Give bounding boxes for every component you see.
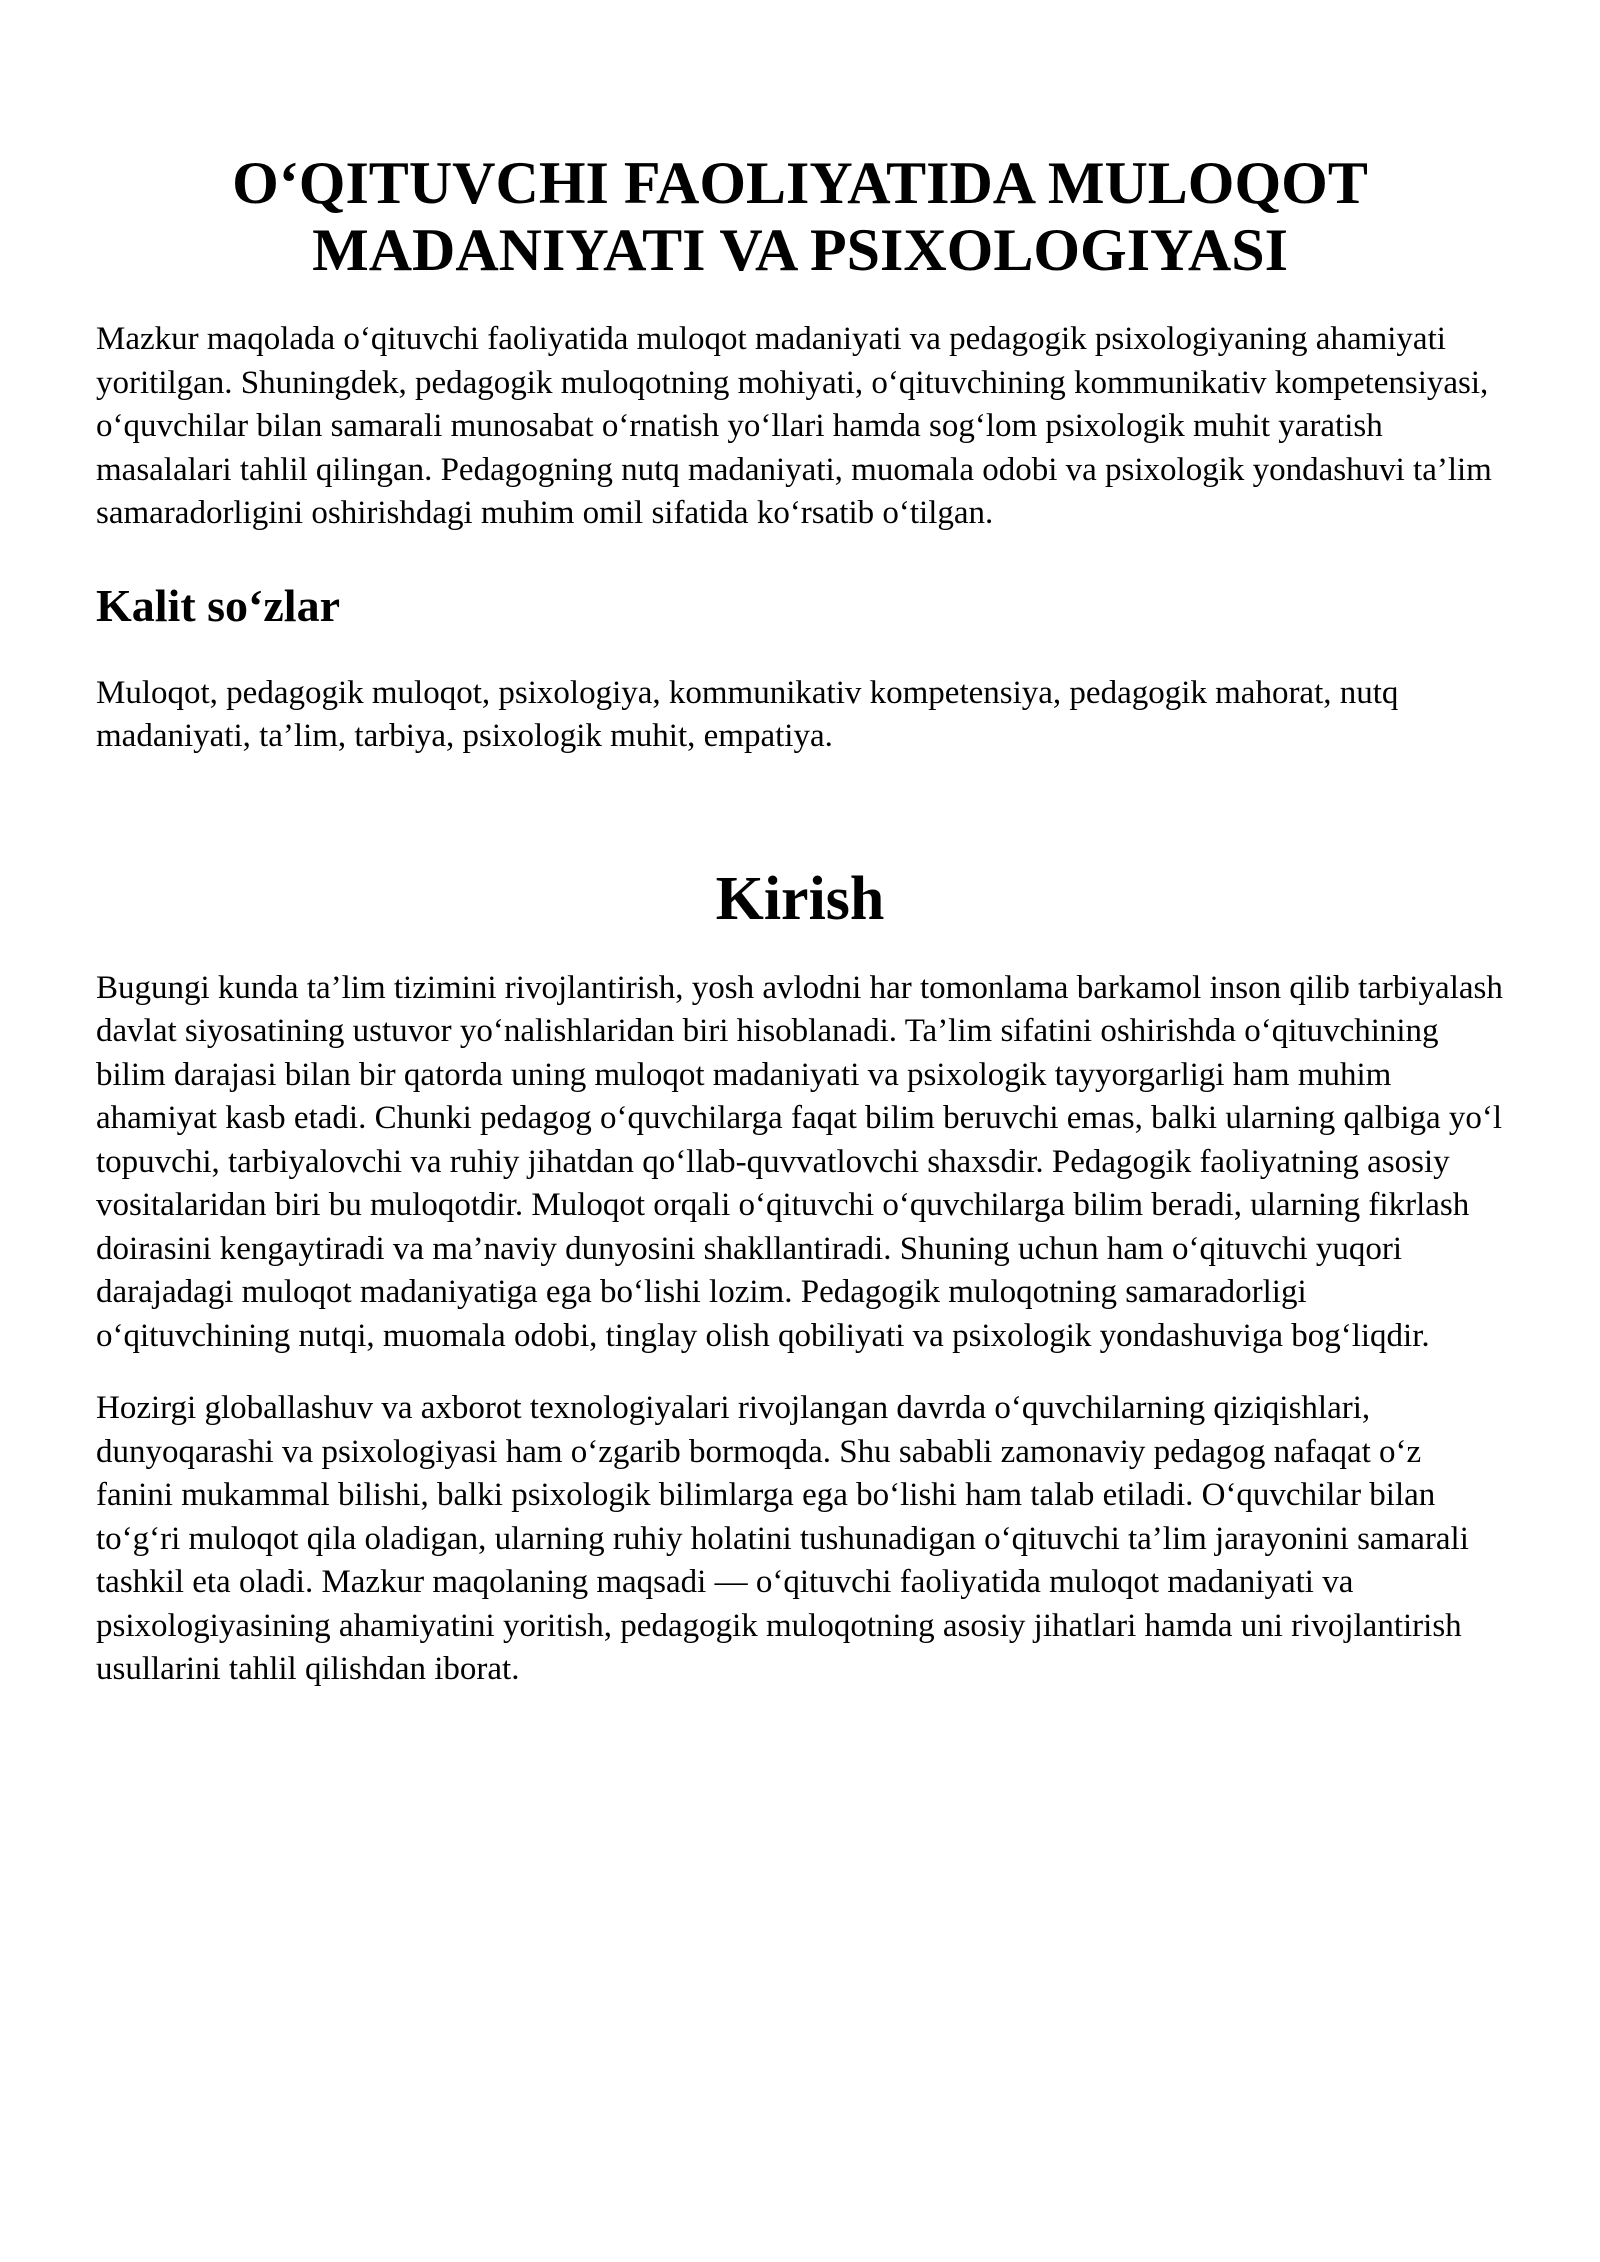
intro-paragraph-1: Bugungi kunda ta’lim tizimini rivojlantirish, yosh avlodni har tomonlama barkamol inson qilib tarbiyalash davlat siyosatining ustuvor yo‘nalishlaridan biri hisoblanadi. Ta’lim sifatini oshirishda o‘qituvchining bilim darajasi bilan bir qatorda uning muloqot madaniyati va psixologik tayyorgarligi ham muhim ahamiyat kasb etadi. Chunki pedagog o‘quvchilarga faqat bilim beruvchi emas, balki ularning qalbiga yo‘l topuvchi, tarbiyalovchi va ruhiy jihatdan qo‘llab-quvvatlovchi shaxsdir. Pedagogik faoliyatning asosiy vositalaridan biri bu muloqotdir. Muloqot orqali o‘qituvchi o‘quvchilarga bilim beradi, ularning fikrlash doirasini kengaytiradi va ma’naviy dunyosini shakllantiradi. Shuning uchun ham o‘qituvchi yuqori darajadagi muloqot madaniyatiga ega bo‘lishi lozim. Pedagogik muloqotning samaradorligi o‘qituvchining nutqi, muomala odobi, tinglay olish qobiliyati va psixologik yondashuviga bog‘liqdir. [96,969,1503,1354]
keywords-paragraph: Muloqot, pedagogik muloqot, psixologiya, kommunikativ kompetensiya, pedagogik mahorat, nutq madaniyati, ta’lim, tarbiya, psixologik muhit, empatiya. [96,674,1399,754]
abstract-paragraph: Mazkur maqolada o‘qituvchi faoliyatida muloqot madaniyati va pedagogik psixologiyaning ahamiyati yoritilgan. Shuningdek, pedagogik muloqotning mohiyati, o‘qituvchining kommunikativ kompetensiyasi, o‘quvchilar bilan samarali munosabat o‘rnatish yo‘llari hamda sog‘lom psixologik muhit yaratish masalalari tahlil qilingan. Pedagogning nutq madaniyati, muomala odobi va psixologik yondashuvi ta’lim samaradorligini oshirishdagi muhim omil sifatida ko‘rsatib o‘tilgan. [96,321,1492,531]
intro-paragraph-2: Hozirgi globallashuv va axborot texnologiyalari rivojlangan davrda o‘quvchilarning qiziqishlari, dunyoqarashi va psixologiyasi ham o‘zgarib bormoqda. Shu sababli zamonaviy pedagog nafaqat o‘z fanini mukammal bilishi, balki psixologik bilimlarga ega bo‘lishi ham talab etiladi. O‘quvchilar bilan to‘g‘ri muloqot qila oladigan, ularning ruhiy holatini tushunadigan o‘qituvchi ta’lim jarayonini samarali tashkil eta oladi. Mazkur maqolaning maqsadi — o‘qituvchi faoliyatida muloqot madaniyati va psixologiyasining ahamiyatini yoritish, pedagogik muloqotning asosiy jihatlari hamda uni rivojlantirish usullarini tahlil qilishdan iborat. [96,1390,1469,1687]
document-title: O‘QITUVCHI FAOLIYATIDA MULOQOT MADANIYATI VA PSIXOLOGIYASI [232,150,1368,283]
keywords-heading: Kalit so‘zlar [96,579,340,631]
intro-heading: Kirish [715,864,885,933]
